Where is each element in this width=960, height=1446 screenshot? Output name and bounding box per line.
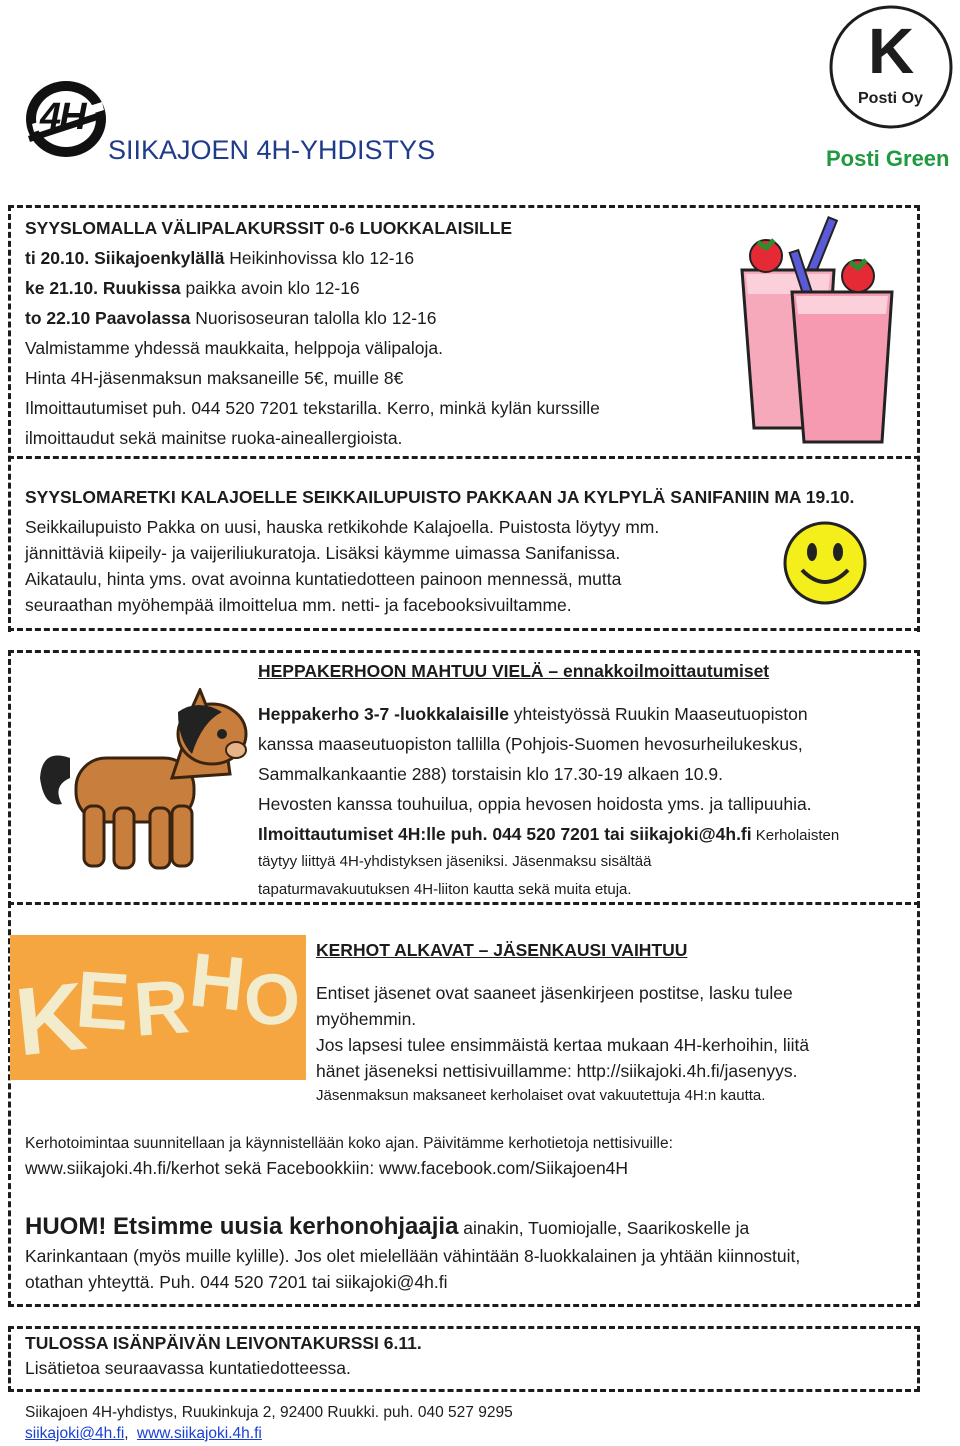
section3-line: tapaturmavakuutuksen 4H-liiton kautta sekä muita etuja. bbox=[258, 881, 632, 898]
date-label: ke 21.10. Ruukissa bbox=[25, 278, 181, 298]
section4-line: www.siikajoki.4h.fi/kerhot sekä Facebookkiin: www.facebook.com/Siikajoen4H bbox=[25, 1158, 629, 1178]
section2-line: seuraathan myöhempää ilmoittelua mm. netti- ja facebooksivuiltamme. bbox=[25, 595, 572, 615]
section3-title bbox=[258, 661, 769, 681]
section1-line: Hinta 4H-jäsenmaksun maksaneille 5€, muille 8€ bbox=[25, 368, 404, 388]
section1-line bbox=[25, 248, 414, 268]
website-link[interactable]: www.siikajoki.4h.fi bbox=[136, 1425, 262, 1442]
section1-line: ilmoittaudut sekä mainitse ruoka-aineallergioista. bbox=[25, 428, 403, 448]
section-divider bbox=[8, 456, 920, 459]
email-link[interactable]: siikajoki@4h.fi bbox=[25, 1425, 125, 1442]
kerhot-heading: KERHOT ALKAVAT – JÄSENKAUSI VAIHTUU bbox=[316, 940, 688, 960]
kerho-letter: K bbox=[10, 962, 91, 1077]
section4-line: hänet jäseneksi nettisivuillamme: http://siikajoki.4h.fi/jasenyys. bbox=[316, 1061, 798, 1081]
section1-title: SYYSLOMALLA VÄLIPALAKURSSIT 0-6 LUOKKALAISILLE bbox=[25, 218, 513, 238]
section-divider bbox=[8, 628, 920, 631]
section3-line: Sammalkankaantie 288) torstaisin klo 17.30-19 alkaen 10.9. bbox=[258, 764, 723, 784]
section4-line: Jos lapsesi tulee ensimmäistä kertaa mukaan 4H-kerhoihin, liitä bbox=[316, 1035, 810, 1055]
posti-green-text: Posti Green bbox=[826, 146, 950, 171]
huom-heading: HUOM! Etsimme uusia kerhonohjaajia bbox=[25, 1213, 459, 1240]
org-title: SIIKAJOEN 4H-YHDISTYS bbox=[108, 135, 436, 165]
section5-line: Lisätietoa seuraavassa kuntatiedotteessa. bbox=[25, 1358, 351, 1378]
section5-title: TULOSSA ISÄNPÄIVÄN LEIVONTAKURSSI 6.11. bbox=[25, 1333, 422, 1353]
section2-title: SYYSLOMARETKI KALAJOELLE SEIKKAILUPUISTO PAKKAAN JA KYLPYLÄ SANIFANIIN MA 19.10. bbox=[25, 487, 855, 507]
kerho-banner bbox=[10, 935, 306, 1080]
section4-title bbox=[316, 940, 687, 960]
date-detail: Nuorisoseuran talolla klo 12-16 bbox=[190, 308, 437, 328]
section4-line: Karinkantaan (myös muille kylille). Jos olet mielellään vähintään 8-luokkalainen ja yhtään kiinnostuit, bbox=[25, 1246, 801, 1266]
footer-address: Siikajoen 4H-yhdistys, Ruukinkuja 2, 92400 Ruukki. puh. 040 527 9295 bbox=[25, 1404, 513, 1421]
footer-links bbox=[25, 1424, 262, 1444]
section4-line: Entiset jäsenet ovat saaneet jäsenkirjeen postitse, lasku tulee bbox=[316, 983, 793, 1003]
registration-info: Ilmoittautumiset 4H:lle puh. 044 520 7201 tai siikajoki@4h.fi bbox=[258, 824, 752, 844]
section3-line: kanssa maaseutuopiston tallilla (Pohjois-Suomen hevosurheilukeskus, bbox=[258, 734, 803, 754]
date-detail: paikka avoin klo 12-16 bbox=[180, 278, 360, 298]
kerho-letter: O bbox=[240, 957, 304, 1043]
registration-note: Kerholaisten bbox=[751, 827, 840, 844]
section3-line: Hevosten kanssa touhuilua, oppia hevosen hoidosta yms. ja tallipuuhia. bbox=[258, 794, 812, 814]
posti-oy-text: Posti Oy bbox=[858, 90, 923, 107]
section3-line bbox=[258, 824, 839, 846]
date-label: ti 20.10. Siikajoenkylällä bbox=[25, 248, 225, 268]
huom-line bbox=[25, 1212, 749, 1243]
link-separator: , bbox=[124, 1425, 129, 1442]
heppakerho-heading: HEPPAKERHOON MAHTUU VIELÄ – ennakkoilmoittautumiset bbox=[258, 661, 770, 681]
date-label: to 22.10 Paavolassa bbox=[25, 308, 191, 328]
kerho-letter: H bbox=[185, 937, 250, 1028]
kerho-letter: R bbox=[131, 964, 192, 1053]
section1-line bbox=[25, 308, 437, 328]
huom-detail: ainakin, Tuomiojalle, Saarikoskelle ja bbox=[458, 1218, 750, 1238]
section4-line: myöhemmin. bbox=[316, 1009, 417, 1029]
logo-letters: 4H bbox=[40, 96, 85, 138]
smiley-face-icon bbox=[782, 520, 868, 606]
section4-line: Kerhotoimintaa suunnitellaan ja käynnistellään koko ajan. Päivitämme kerhotietoja nettisivuille: bbox=[25, 1135, 673, 1152]
logo-4h bbox=[22, 76, 110, 162]
section1-line bbox=[25, 278, 360, 298]
posti-logo bbox=[828, 4, 954, 130]
smoothie-glasses-icon bbox=[736, 214, 896, 448]
section2-line: jännittäviä kiipeily- ja vaijeriliukuratoja. Lisäksi käymme uimassa Sanifanissa. bbox=[25, 543, 621, 563]
posti-letter: K bbox=[868, 15, 915, 87]
heppakerho-detail: yhteistyössä Ruukin Maaseutuopiston bbox=[508, 704, 808, 724]
section2-line: Aikataulu, hinta yms. ovat avoinna kuntatiedotteen painoon mennessä, mutta bbox=[25, 569, 622, 589]
kerho-letter: E bbox=[72, 954, 133, 1047]
section-divider bbox=[8, 1304, 920, 1307]
section4-line: otathan yhteyttä. Puh. 044 520 7201 tai siikajoki@4h.fi bbox=[25, 1272, 448, 1292]
heppakerho-label: Heppakerho 3-7 -luokkalaisille bbox=[258, 704, 509, 724]
section1-line: Valmistamme yhdessä maukkaita, helppoja välipaloja. bbox=[25, 338, 443, 358]
section1-line: Ilmoittautumiset puh. 044 520 7201 tekstarilla. Kerro, minkä kylän kurssille bbox=[25, 398, 600, 418]
section2-line: Seikkailupuisto Pakka on uusi, hauska retkikohde Kalajoella. Puistosta löytyy mm. bbox=[25, 517, 660, 537]
section4-line: Jäsenmaksun maksaneet kerholaiset ovat vakuutettuja 4H:n kautta. bbox=[316, 1087, 766, 1104]
section3-line: täytyy liittyä 4H-yhdistyksen jäseniksi. Jäsenmaksu sisältää bbox=[258, 853, 652, 870]
section3-line bbox=[258, 704, 808, 724]
pony-icon bbox=[22, 688, 250, 878]
date-detail: Heikinhovissa klo 12-16 bbox=[224, 248, 415, 268]
